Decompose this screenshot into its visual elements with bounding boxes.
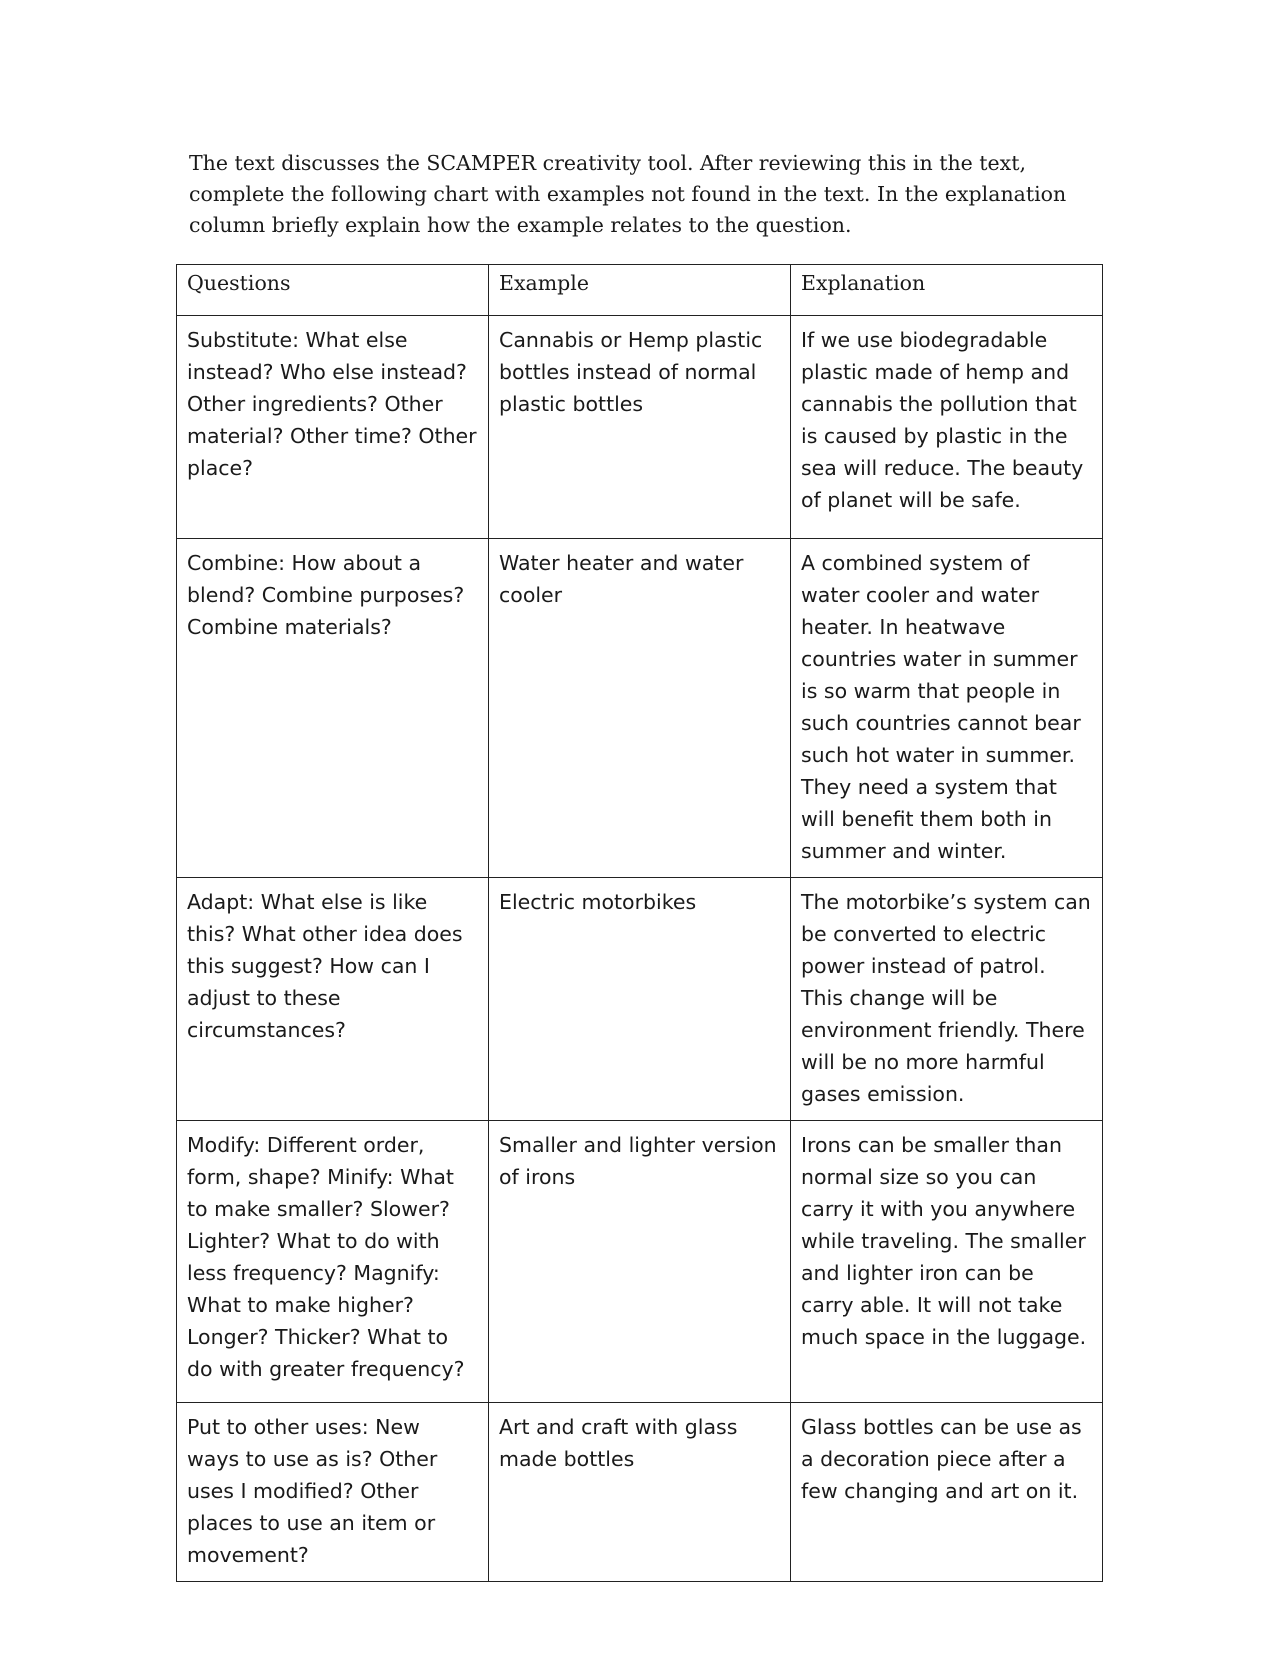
question-cell: Modify: Different order, form, shape? Minify: What to make smaller? Slower? Lighter? What to do with less frequency? Magnify: What to make higher? Longer? Thicker? What to do with greater frequency?: [177, 1121, 489, 1403]
table-row: [177, 539, 1103, 878]
explanation-cell: Glass bottles can be use as a decoration piece after a few changing and art on it.: [791, 1403, 1103, 1582]
table-header-row: [177, 265, 1103, 316]
example-cell: Cannabis or Hemp plastic bottles instead of normal plastic bottles: [489, 316, 791, 539]
explanation-cell: A combined system of water cooler and water heater. In heatwave countries water in summer is so warm that people in such countries cannot bear such hot water in summer. They need a system that will benefit them both in summer and winter.: [791, 539, 1103, 878]
example-cell: Smaller and lighter version of irons: [489, 1121, 791, 1403]
explanation-cell: The motorbike’s system can be converted to electric power instead of patrol. This change will be environment friendly. There will be no more harmful gases emission.: [791, 878, 1103, 1121]
instructions-paragraph: The text discusses the SCAMPER creativity tool. After reviewing this in the text, complete the following chart with examples not found in the text. In the explanation column briefly explain how the example relates to the question.: [189, 151, 1067, 237]
question-cell: Put to other uses: New ways to use as is? Other uses I modified? Other places to use an item or movement?: [177, 1403, 489, 1582]
explanation-cell: Irons can be smaller than normal size so you can carry it with you anywhere while traveling. The smaller and lighter iron can be carry able. It will not take much space in the luggage.: [791, 1121, 1103, 1403]
example-cell: Electric motorbikes: [489, 878, 791, 1121]
question-cell: Adapt: What else is like this? What other idea does this suggest? How can I adjust to these circumstances?: [177, 878, 489, 1121]
scamper-table: [176, 264, 1103, 1582]
table-row: [177, 1403, 1103, 1582]
question-cell: Substitute: What else instead? Who else instead? Other ingredients? Other material? Other time? Other place?: [177, 316, 489, 539]
example-cell: Art and craft with glass made bottles: [489, 1403, 791, 1582]
example-cell: Water heater and water cooler: [489, 539, 791, 878]
table-row: [177, 316, 1103, 539]
table-row: [177, 1121, 1103, 1403]
header-questions: Questions: [177, 265, 489, 316]
header-explanation: Explanation: [791, 265, 1103, 316]
explanation-cell: If we use biodegradable plastic made of hemp and cannabis the pollution that is caused by plastic in the sea will reduce. The beauty of planet will be safe.: [791, 316, 1103, 539]
header-example: Example: [489, 265, 791, 316]
table-row: [177, 878, 1103, 1121]
question-cell: Combine: How about a blend? Combine purposes? Combine materials?: [177, 539, 489, 878]
